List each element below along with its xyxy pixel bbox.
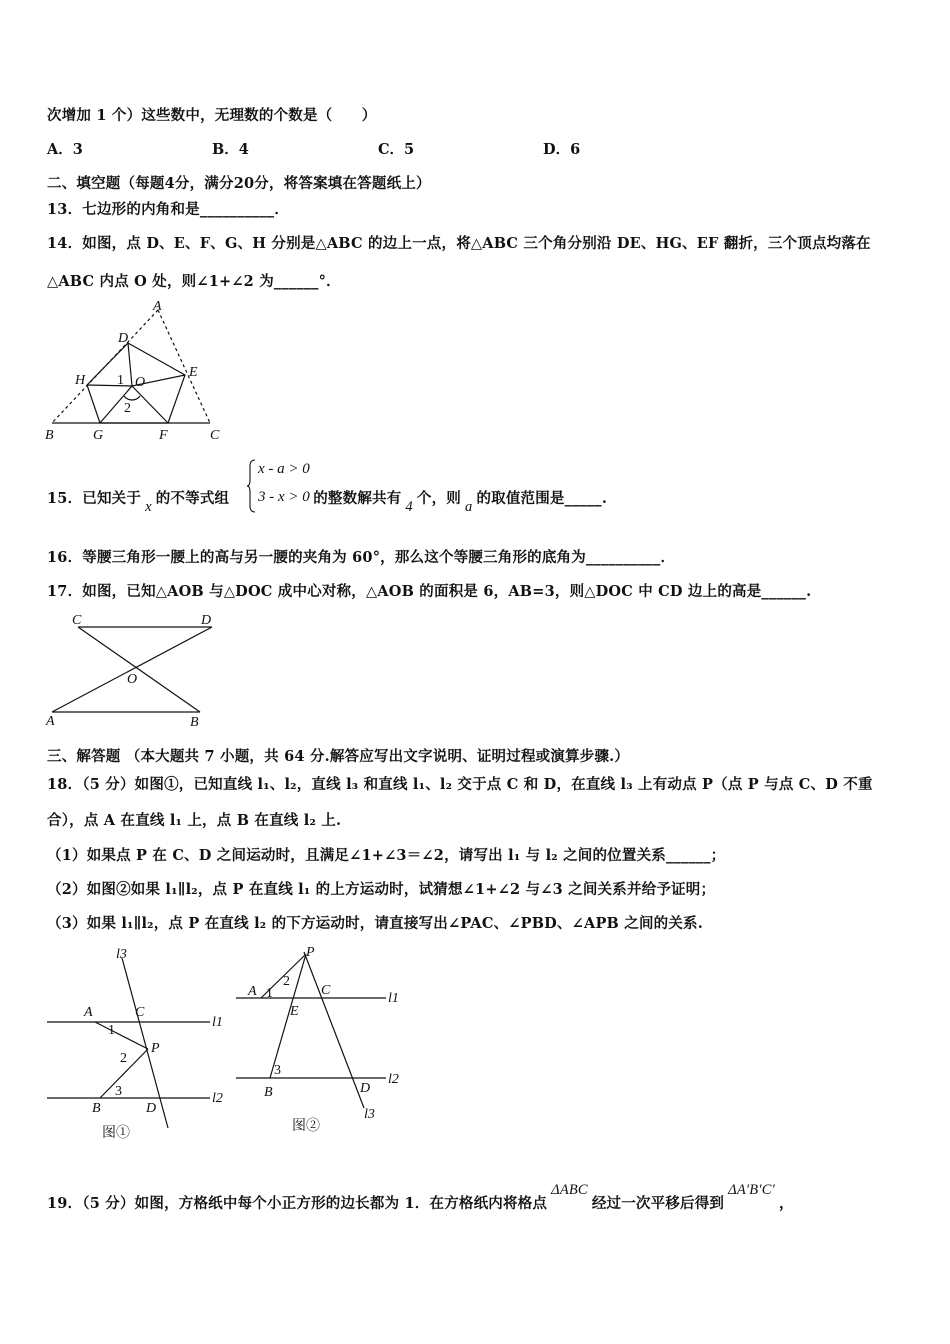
q15-brace <box>247 458 257 514</box>
segment-da <box>52 627 212 712</box>
label-l3: l3 <box>116 947 127 962</box>
label-l1: l1 <box>388 991 399 1006</box>
label-o: O <box>135 375 146 390</box>
q19-part3: ， <box>778 1195 794 1212</box>
label-b: B <box>264 1085 273 1100</box>
q18-part1: （1）如果点 P 在 C、D 之间运动时，且满足∠1+∠3＝∠2，请写出 l₁ 与 l₂ 之间的位置关系______； <box>47 847 726 864</box>
label-angle-1: 1 <box>266 986 273 1001</box>
q17-text: 17．如图，已知△AOB 与△DOC 成中心对称，△AOB 的面积是 6，AB=3，则△DOC 中 CD 边上的高是______. <box>47 583 812 600</box>
section-2-heading: 二、填空题（每题4分，满分20分，将答案填在答题纸上） <box>47 175 431 192</box>
label-b: B <box>190 715 199 730</box>
label-a: A <box>153 300 162 314</box>
label-l3: l3 <box>364 1107 375 1122</box>
edge-ac-dashed <box>158 310 210 423</box>
q15-part3: 的整数解共有 <box>313 490 402 507</box>
label-angle-3: 3 <box>115 1084 122 1099</box>
option-d: D．6 <box>543 141 581 158</box>
q18-part2: （2）如图②如果 l₁∥l₂，点 P 在直线 l₁ 的上方运动时，试猜想∠1+∠2 与∠3 之间关系并给予证明； <box>47 881 716 898</box>
label-d: D <box>146 1101 157 1116</box>
caption-fig-1: 图① <box>102 1126 130 1141</box>
q18-line2: 合），点 A 在直线 l₁ 上，点 B 在直线 l₂ 上. <box>47 812 342 829</box>
label-a: A <box>84 1005 93 1020</box>
q13-text: 13．七边形的内角和是__________． <box>47 201 290 218</box>
label-g: G <box>93 428 104 443</box>
label-d: D <box>360 1081 371 1096</box>
q12-tail: 次增加 1 个）这些数中，无理数的个数是（ ） <box>47 107 377 124</box>
label-angle-3: 3 <box>274 1063 281 1078</box>
label-l2: l2 <box>388 1072 399 1087</box>
q15-inequality-2: 3 - x > 0 <box>258 489 310 505</box>
q15-part2: 的不等式组 <box>155 490 230 507</box>
label-c: C <box>135 1005 145 1020</box>
q17-figure <box>40 610 230 735</box>
q14-line2: △ABC 内点 O 处，则∠1+∠2 为______°． <box>47 273 341 290</box>
label-angle-1: 1 <box>108 1023 115 1038</box>
q19-text <box>47 1182 794 1213</box>
label-c: C <box>72 613 82 628</box>
q19-triangle-abc-prime: ΔA′B′C′ <box>728 1182 775 1198</box>
label-e: E <box>189 365 198 380</box>
caption-fig-2: 图② <box>292 1119 320 1134</box>
line-l3 <box>122 958 168 1128</box>
q18-figure-1 <box>40 940 240 1145</box>
label-d: D <box>201 613 212 628</box>
q14-line1: 14．如图，点 D、E、F、G、H 分别是△ABC 的边上一点，将△ABC 三个角分别沿 DE、HG、EF 翻折，三个顶点均落在 <box>47 235 871 252</box>
label-l1: l1 <box>212 1015 223 1030</box>
q15-part1: 15．已知关于 <box>47 490 142 507</box>
fold-f-o <box>132 386 168 423</box>
q15-text <box>47 487 608 515</box>
q14-figure <box>40 300 240 445</box>
q15-part4: 个，则 <box>416 490 461 507</box>
label-angle-2: 2 <box>283 974 290 989</box>
q18-part3: （3）如果 l₁∥l₂，点 P 在直线 l₂ 的下方运动时，请直接写出∠PAC、∠PBD、∠APB 之间的关系. <box>47 915 704 932</box>
label-angle-2: 2 <box>120 1051 127 1066</box>
label-o: O <box>127 672 138 687</box>
segment-pb <box>270 954 306 1078</box>
label-2: 2 <box>124 401 131 416</box>
label-f: F <box>159 428 168 443</box>
q19-part2: 经过一次平移后得到 <box>591 1195 725 1212</box>
segment-cb <box>78 627 200 712</box>
fold-h-o <box>87 385 132 386</box>
label-p: P <box>306 945 315 960</box>
q18-figure-2 <box>228 940 418 1145</box>
q15-part5: 的取值范围是_____. <box>476 490 608 507</box>
label-p: P <box>151 1041 160 1056</box>
option-a: A．3 <box>47 141 83 158</box>
fold-d-o <box>128 343 132 386</box>
label-d: D <box>118 331 129 346</box>
q19-triangle-abc: ΔABC <box>551 1182 588 1198</box>
q15-var-a: a <box>464 499 473 515</box>
line-l3 <box>304 952 364 1108</box>
label-c: C <box>321 983 331 998</box>
q19-part1: 19．（5 分）如图，方格纸中每个小正方形的边长都为 1．在方格纸内将格点 <box>47 1195 548 1212</box>
q15-var-x: x <box>145 499 152 515</box>
label-b: B <box>45 428 54 443</box>
label-b: B <box>92 1101 101 1116</box>
option-b: B．4 <box>212 141 249 158</box>
label-a: A <box>46 714 55 729</box>
section-3-heading: 三、解答题 （本大题共 7 小题，共 64 分.解答应写出文字说明、证明过程或演算步骤.） <box>47 748 630 765</box>
label-1: 1 <box>117 373 124 388</box>
q15-four: 4 <box>405 499 413 515</box>
label-h: H <box>75 373 86 388</box>
label-a: A <box>248 984 257 999</box>
q18-line1: 18．（5 分）如图①，已知直线 l₁、l₂，直线 l₃ 和直线 l₁、l₂ 交于点 C 和 D，在直线 l₃ 上有动点 P（点 P 与点 C、D 不重 <box>47 776 873 793</box>
label-c: C <box>210 428 220 443</box>
label-l2: l2 <box>212 1091 223 1106</box>
option-c: C．5 <box>378 141 415 158</box>
label-e: E <box>290 1004 299 1019</box>
q16-text: 16．等腰三角形一腰上的高与另一腰的夹角为 60°，那么这个等腰三角形的底角为__________． <box>47 549 676 566</box>
q15-inequality-1: x - a > 0 <box>258 461 310 477</box>
angle-2-arc <box>124 396 140 400</box>
